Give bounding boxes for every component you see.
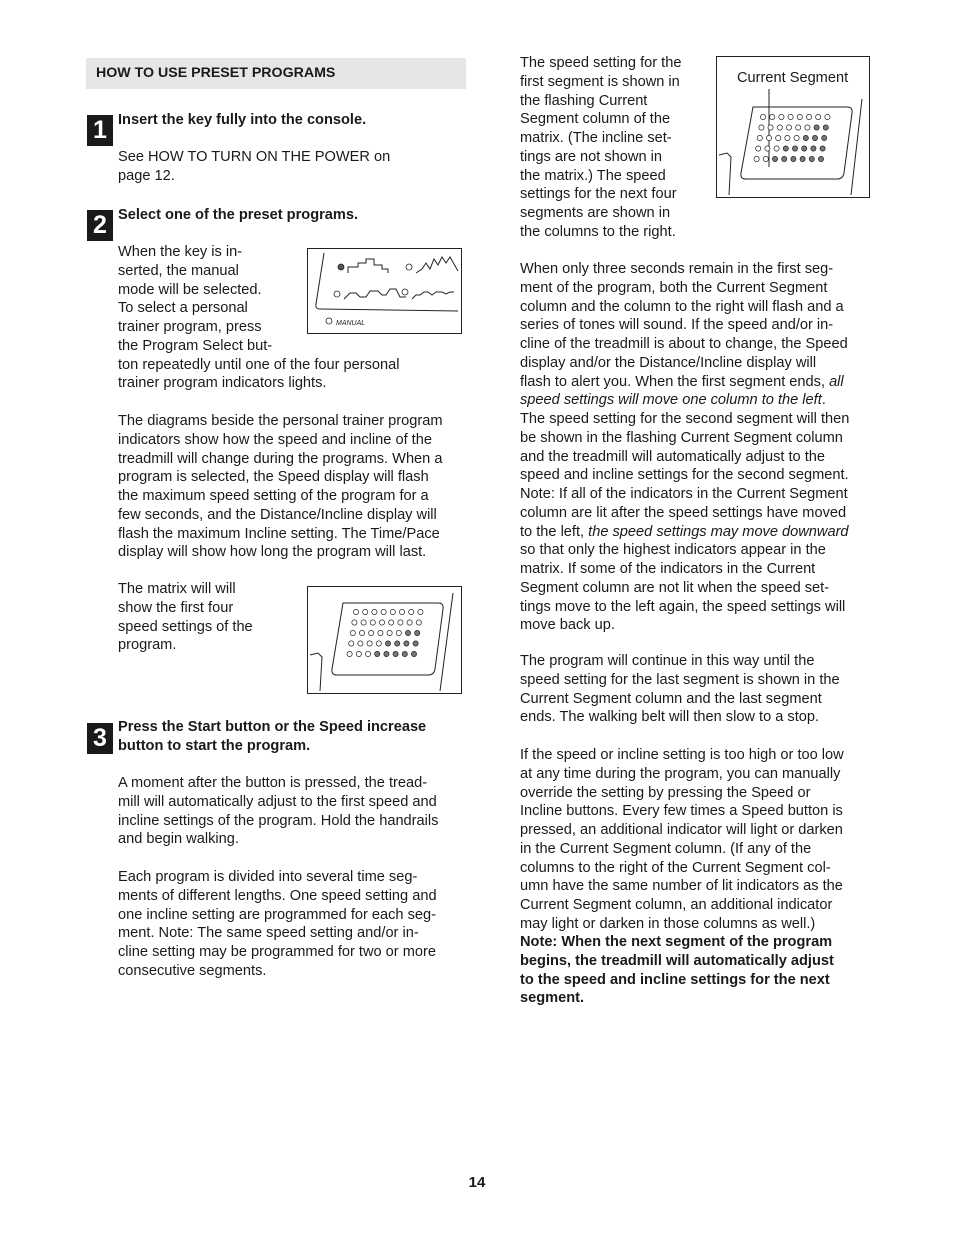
matrix-led	[409, 609, 414, 614]
matrix-led	[768, 125, 773, 130]
matrix-led	[352, 620, 357, 625]
matrix-led	[367, 641, 372, 646]
matrix-led-lit	[393, 651, 398, 656]
matrix-led	[416, 620, 421, 625]
step-1-number: 1	[87, 115, 113, 146]
matrix-led-lit	[405, 630, 410, 635]
matrix-led	[805, 125, 810, 130]
matrix-led-lit	[800, 156, 805, 161]
matrix-led	[794, 135, 799, 140]
matrix-led	[349, 641, 354, 646]
matrix-led	[777, 125, 782, 130]
right-paragraph-3: The program will continue in this way until the speed setting for the last segment is shown in the Current Segment column and the last segment ends. The walking belt will then slow to a stop.	[520, 653, 840, 726]
matrix-led	[350, 630, 355, 635]
section-header	[86, 58, 466, 89]
right-note: Note: When the next segment of the program begins, the treadmill will automatically adjust to the speed and incline settings for the next segment.	[520, 934, 834, 1007]
matrix-led-lit	[782, 156, 787, 161]
matrix-led	[356, 651, 361, 656]
step-3-heading: Press the Start button or the Speed increase button to start the program.	[118, 719, 427, 754]
step-2-diagrams-paragraph: The diagrams beside the personal trainer program indicators show how the speed and incline of the treadmill will change during the programs. When a program is selected, the Speed display will flash the maximum speed setting of the program for a few seconds, and the Distance/Incline display will flash the maximum Incline setting. The Time/Pace display will show how long the program will last.	[118, 413, 443, 561]
matrix-led-lit	[823, 125, 828, 130]
matrix-led	[756, 146, 761, 151]
matrix-led-lit	[385, 641, 390, 646]
speed-matrix-figure	[307, 586, 462, 694]
step-2-heading: Select one of the preset programs.	[118, 207, 359, 223]
matrix-led	[365, 651, 370, 656]
matrix-led-lit	[413, 641, 418, 646]
matrix-led-lit	[822, 135, 827, 140]
matrix-led-lit	[404, 641, 409, 646]
matrix-led-lit	[415, 630, 420, 635]
program-indicator-icon	[334, 291, 340, 297]
matrix-led	[359, 630, 364, 635]
matrix-led-lit	[809, 156, 814, 161]
matrix-led-lit	[772, 156, 777, 161]
right-paragraph-2: When only three seconds remain in the first seg- ment of the program, both the Current Segment column and the column to the right will flash and a series of tones will sound. If the speed and/or in- cline of the treadmill is about to change, the Speed display and/or the Distance/Incline display will flash to alert you. When the first segment ends, all speed settings will move one column to the left. The speed setting for the second segment will then be shown in the flashing Current Segment column and the treadmill will automatically adjust to the speed and incline settings for the second segment. Note: If all of the indicators in the Current Segment column are lit after the speed settings have moved to the left, the speed settings may move downward so that only the highest indicators appear in the matrix. If some of the indicators in the Current Segment column are not lit when the speed set- tings move to the left again, the speed settings will move back up.	[520, 261, 850, 634]
speed-matrix-illustration	[308, 587, 461, 693]
matrix-led	[788, 114, 793, 119]
matrix-led	[398, 620, 403, 625]
matrix-led	[776, 135, 781, 140]
current-segment-label: Current Segment	[737, 70, 849, 86]
manual-indicator-icon	[326, 318, 332, 324]
matrix-led	[387, 630, 392, 635]
matrix-led	[372, 609, 377, 614]
step-2-number: 2	[87, 210, 113, 241]
matrix-led	[389, 620, 394, 625]
matrix-led	[760, 114, 765, 119]
matrix-led	[797, 114, 802, 119]
step-3-number: 3	[87, 723, 113, 754]
matrix-led	[825, 114, 830, 119]
matrix-led-lit	[811, 146, 816, 151]
matrix-led	[379, 620, 384, 625]
program-indicator-icon	[402, 289, 408, 295]
matrix-led-lit	[783, 146, 788, 151]
matrix-led-lit	[802, 146, 807, 151]
section-title: HOW TO USE PRESET PROGRAMS	[96, 65, 336, 81]
matrix-led-lit	[812, 135, 817, 140]
matrix-led	[353, 609, 358, 614]
matrix-led-lit	[375, 651, 380, 656]
matrix-led	[376, 641, 381, 646]
matrix-led	[763, 156, 768, 161]
matrix-led	[759, 125, 764, 130]
right-intro-paragraph: The speed setting for the first segment is shown in the flashing Current Segment column of the matrix. (The incline set- tings are not shown in the matrix.) The speed settings for the next four segments are shown in the columns to the right.	[520, 55, 682, 240]
matrix-led	[390, 609, 395, 614]
matrix-led	[816, 114, 821, 119]
matrix-led	[785, 135, 790, 140]
matrix-led	[786, 125, 791, 130]
matrix-led	[347, 651, 352, 656]
matrix-led	[770, 114, 775, 119]
program-indicator-illustration	[308, 249, 461, 333]
matrix-led-lit	[402, 651, 407, 656]
step-3-paragraph-1: A moment after the button is pressed, the tread- mill will automatically adjust to the first speed and incline settings of the program. Hold the handrails and begin walking.	[118, 775, 439, 848]
step-2-matrix-paragraph: The matrix will will show the first four speed settings of the program.	[118, 581, 253, 654]
matrix-led	[754, 156, 759, 161]
matrix-led-lit	[411, 651, 416, 656]
matrix-led	[779, 114, 784, 119]
matrix-led-lit	[814, 125, 819, 130]
console-program-figure	[307, 248, 462, 334]
matrix-led	[774, 146, 779, 151]
matrix-led-lit	[791, 156, 796, 161]
matrix-led	[757, 135, 762, 140]
matrix-led-lit	[395, 641, 400, 646]
matrix-led-lit	[803, 135, 808, 140]
matrix-led	[399, 609, 404, 614]
current-segment-figure	[716, 56, 870, 198]
matrix-led-lit	[792, 146, 797, 151]
matrix-led	[358, 641, 363, 646]
page-number: 14	[468, 1174, 486, 1191]
matrix-led-lit	[384, 651, 389, 656]
matrix-led	[370, 620, 375, 625]
step-2-intro: When the key is in- serted, the manual mode will be selected. To select a personal trainer program, press the Program Select but- ton repeatedly until one of the four personal trainer program indicators lights.	[118, 244, 400, 392]
program-indicator-icon	[406, 264, 412, 270]
step-1-heading: Insert the key fully into the console.	[118, 112, 367, 128]
matrix-led	[796, 125, 801, 130]
matrix-led	[363, 609, 368, 614]
matrix-led	[766, 135, 771, 140]
matrix-led	[369, 630, 374, 635]
matrix-led-lit	[818, 156, 823, 161]
program-indicator-icon	[338, 264, 344, 270]
right-paragraph-4: If the speed or incline setting is too high or too low at any time during the program, you can manually override the setting by pressing the Speed or Incline buttons. Every few times a Speed button is pressed, an additional indicator will light or darken in the Current Segment column. (If any of the columns to the right of the Current Segment col- umn have the same number of lit indicators as the Current Segment column, an additional indicator may light or darken in those columns as well.)	[520, 747, 844, 932]
matrix-led	[407, 620, 412, 625]
manual-label: MANUAL	[336, 320, 366, 327]
step-3-paragraph-2: Each program is divided into several time seg- ments of different lengths. One speed setting and one incline setting are programmed for each seg- ment. Note: The same speed setting and/or in- cline setting may be programmed for two or more consecutive segments.	[118, 869, 437, 979]
matrix-led	[396, 630, 401, 635]
matrix-led-lit	[820, 146, 825, 151]
step-1-text: See HOW TO TURN ON THE POWER on page 12.	[118, 149, 391, 184]
matrix-led	[806, 114, 811, 119]
matrix-led	[361, 620, 366, 625]
matrix-led	[418, 609, 423, 614]
matrix-led	[381, 609, 386, 614]
matrix-led	[378, 630, 383, 635]
matrix-led	[765, 146, 770, 151]
